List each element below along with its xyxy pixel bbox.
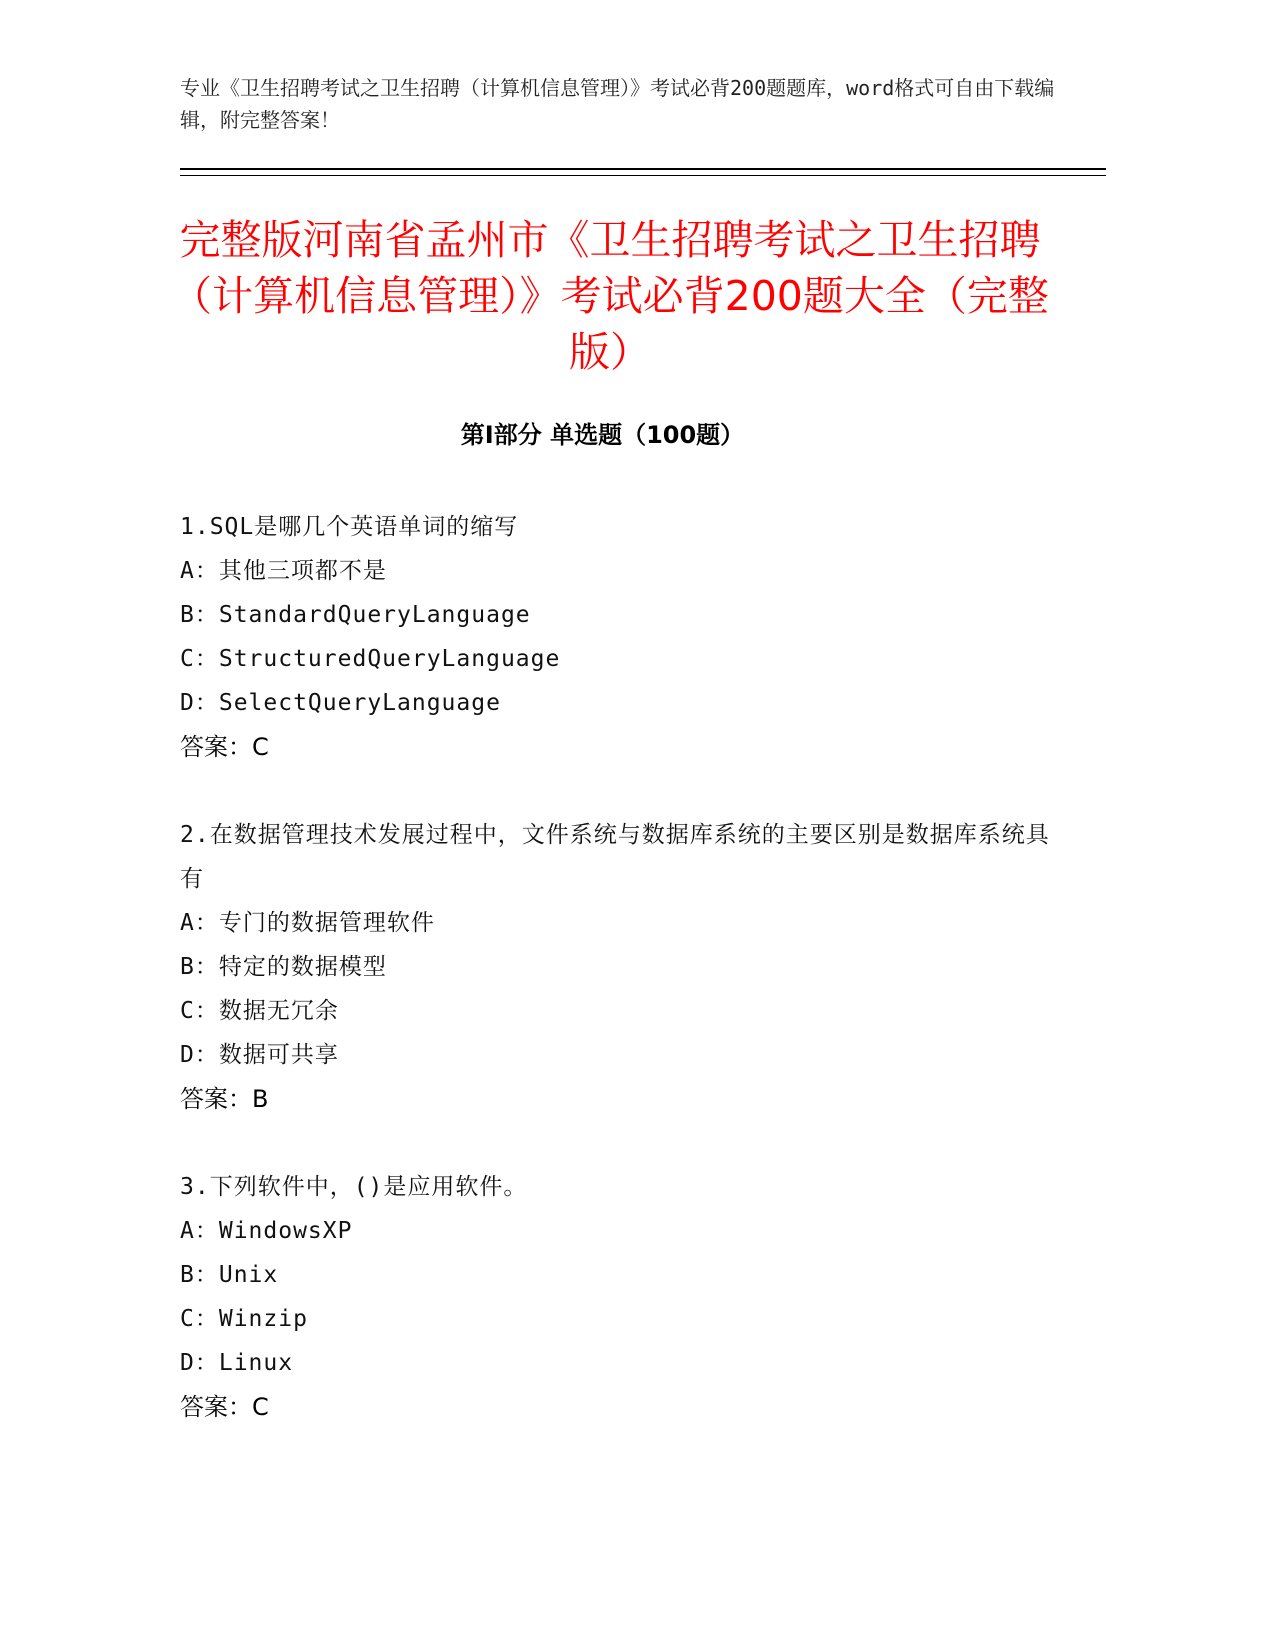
option-b: B：Unix xyxy=(180,1262,279,1288)
option-d: D：Linux xyxy=(180,1350,294,1376)
option-a: A：WindowsXP xyxy=(180,1218,353,1244)
question-list xyxy=(180,505,1060,1473)
section-title: 第Ⅰ部分 单选题（100题） xyxy=(460,421,745,449)
answer: 答案：C xyxy=(180,1393,269,1421)
header-note: 专业《卫生招聘考试之卫生招聘（计算机信息管理）》考试必背200题题库，word格式可自由下载编辑，附完整答案！ xyxy=(180,76,1055,132)
question-stem: 3.下列软件中，()是应用软件。 xyxy=(180,1174,528,1200)
option-c: C：StructuredQueryLanguage xyxy=(180,646,561,672)
document-title: 完整版河南省孟州市《卫生招聘考试之卫生招聘（计算机信息管理）》考试必背200题大全（完整版） xyxy=(171,216,1049,376)
option-d: D：SelectQueryLanguage xyxy=(180,690,501,716)
option-c: C：数据无冗余 xyxy=(180,998,339,1024)
option-a: A：其他三项都不是 xyxy=(180,558,387,584)
answer: 答案：C xyxy=(180,733,269,761)
option-a: A：专门的数据管理软件 xyxy=(180,910,435,936)
option-d: D：数据可共享 xyxy=(180,1042,339,1068)
header-divider-thick xyxy=(180,168,1106,170)
option-b: B：StandardQueryLanguage xyxy=(180,602,531,628)
question-stem: 1.SQL是哪几个英语单词的缩写 xyxy=(180,514,519,540)
question-2 xyxy=(180,813,1060,1121)
question-stem: 2.在数据管理技术发展过程中，文件系统与数据库系统的主要区别是数据库系统具有 xyxy=(180,822,1050,892)
question-1 xyxy=(180,505,1060,769)
option-c: C：Winzip xyxy=(180,1306,308,1332)
question-3 xyxy=(180,1165,1060,1429)
answer: 答案：B xyxy=(180,1085,269,1113)
option-b: B：特定的数据模型 xyxy=(180,954,387,980)
header-divider-thin xyxy=(180,175,1106,176)
